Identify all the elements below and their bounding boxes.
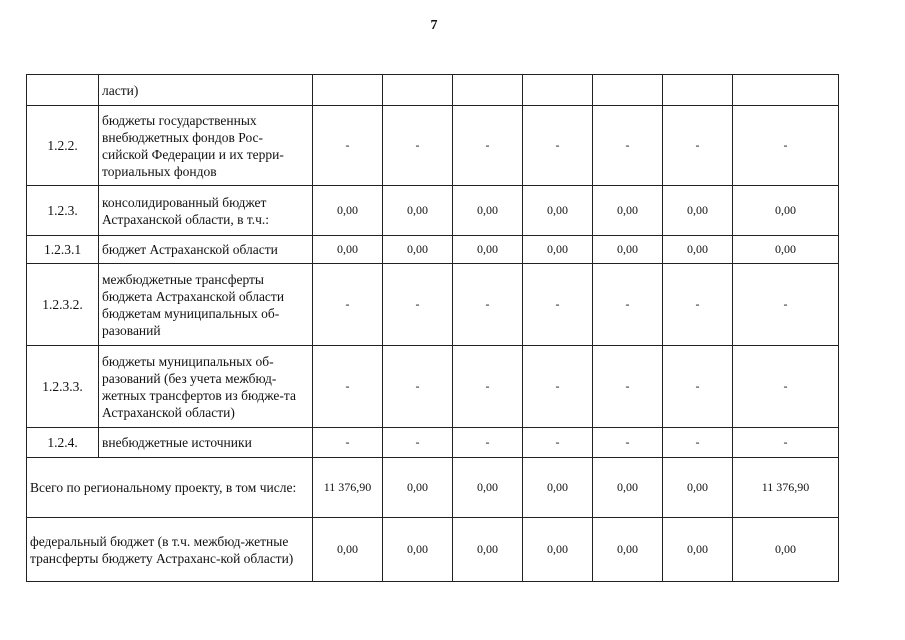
value-cell: 0,00 bbox=[523, 186, 593, 236]
value-cell: 0,00 bbox=[383, 236, 453, 264]
value-cell: - bbox=[383, 264, 453, 346]
row-label: ласти) bbox=[99, 75, 313, 106]
value-cell: 0,00 bbox=[313, 186, 383, 236]
row-label: бюджеты государственных внебюджетных фондов Рос-сийской Федерации и их терри-ториальных фондов bbox=[99, 106, 313, 186]
row-label: консолидированный бюджет Астраханской области, в т.ч.: bbox=[99, 186, 313, 236]
value-cell: - bbox=[663, 428, 733, 458]
value-cell: - bbox=[383, 106, 453, 186]
federal-row-label: федеральный бюджет (в т.ч. межбюд-жетные трансферты бюджету Астраханс-кой области) bbox=[27, 518, 313, 582]
value-cell: 11 376,90 bbox=[313, 458, 383, 518]
row-label: внебюджетные источники bbox=[99, 428, 313, 458]
value-cell: 0,00 bbox=[593, 518, 663, 582]
federal-row bbox=[27, 518, 839, 582]
row-code: 1.2.3.1 bbox=[27, 236, 99, 264]
value-cell: - bbox=[733, 428, 839, 458]
value-cell bbox=[663, 75, 733, 106]
value-cell: 0,00 bbox=[453, 518, 523, 582]
row-label: межбюджетные трансферты бюджета Астраханской области бюджетам муниципальных об-разований bbox=[99, 264, 313, 346]
value-cell: - bbox=[313, 428, 383, 458]
value-cell: - bbox=[383, 428, 453, 458]
row-label: бюджет Астраханской области bbox=[99, 236, 313, 264]
value-cell: - bbox=[593, 106, 663, 186]
table-row bbox=[27, 75, 839, 106]
table-row bbox=[27, 428, 839, 458]
value-cell: 0,00 bbox=[593, 458, 663, 518]
value-cell: 0,00 bbox=[733, 518, 839, 582]
value-cell: - bbox=[383, 346, 453, 428]
value-cell: 0,00 bbox=[383, 518, 453, 582]
value-cell bbox=[313, 75, 383, 106]
row-code bbox=[27, 75, 99, 106]
value-cell: - bbox=[733, 346, 839, 428]
budget-table-body bbox=[27, 75, 839, 582]
budget-table bbox=[26, 74, 839, 582]
value-cell: - bbox=[453, 346, 523, 428]
value-cell: 0,00 bbox=[383, 186, 453, 236]
page-number: 7 bbox=[430, 18, 438, 33]
value-cell: - bbox=[733, 106, 839, 186]
row-code: 1.2.3.2. bbox=[27, 264, 99, 346]
value-cell: 0,00 bbox=[313, 236, 383, 264]
value-cell: - bbox=[593, 264, 663, 346]
value-cell: 0,00 bbox=[733, 236, 839, 264]
value-cell bbox=[733, 75, 839, 106]
value-cell bbox=[383, 75, 453, 106]
row-code: 1.2.4. bbox=[27, 428, 99, 458]
value-cell: 0,00 bbox=[593, 186, 663, 236]
value-cell bbox=[593, 75, 663, 106]
value-cell bbox=[453, 75, 523, 106]
value-cell: 0,00 bbox=[593, 236, 663, 264]
value-cell: - bbox=[453, 264, 523, 346]
value-cell: 0,00 bbox=[383, 458, 453, 518]
value-cell: - bbox=[663, 346, 733, 428]
value-cell: - bbox=[523, 346, 593, 428]
total-row bbox=[27, 458, 839, 518]
row-label: бюджеты муниципальных об-разований (без учета межбюд-жетных трансфертов из бюдже-та Астраханской области) bbox=[99, 346, 313, 428]
value-cell: 0,00 bbox=[663, 458, 733, 518]
value-cell: 0,00 bbox=[663, 518, 733, 582]
value-cell: - bbox=[313, 264, 383, 346]
value-cell bbox=[523, 75, 593, 106]
value-cell: - bbox=[453, 428, 523, 458]
value-cell: 0,00 bbox=[663, 186, 733, 236]
value-cell: 0,00 bbox=[523, 458, 593, 518]
value-cell: - bbox=[663, 264, 733, 346]
value-cell: 0,00 bbox=[523, 518, 593, 582]
value-cell: - bbox=[453, 106, 523, 186]
table-row bbox=[27, 106, 839, 186]
value-cell: - bbox=[523, 106, 593, 186]
value-cell: 0,00 bbox=[453, 186, 523, 236]
value-cell: - bbox=[313, 106, 383, 186]
value-cell: - bbox=[593, 346, 663, 428]
value-cell: 0,00 bbox=[663, 236, 733, 264]
value-cell: 0,00 bbox=[453, 236, 523, 264]
value-cell: - bbox=[733, 264, 839, 346]
row-code: 1.2.3. bbox=[27, 186, 99, 236]
table-row bbox=[27, 346, 839, 428]
value-cell: 0,00 bbox=[733, 186, 839, 236]
table-row bbox=[27, 186, 839, 236]
value-cell: 11 376,90 bbox=[733, 458, 839, 518]
value-cell: - bbox=[593, 428, 663, 458]
value-cell: 0,00 bbox=[313, 518, 383, 582]
value-cell: 0,00 bbox=[523, 236, 593, 264]
table-row bbox=[27, 236, 839, 264]
row-code: 1.2.3.3. bbox=[27, 346, 99, 428]
value-cell: - bbox=[523, 264, 593, 346]
value-cell: 0,00 bbox=[453, 458, 523, 518]
value-cell: - bbox=[523, 428, 593, 458]
value-cell: - bbox=[663, 106, 733, 186]
row-code: 1.2.2. bbox=[27, 106, 99, 186]
table-row bbox=[27, 264, 839, 346]
value-cell: - bbox=[313, 346, 383, 428]
total-row-label: Всего по региональному проекту, в том числе: bbox=[27, 458, 313, 518]
